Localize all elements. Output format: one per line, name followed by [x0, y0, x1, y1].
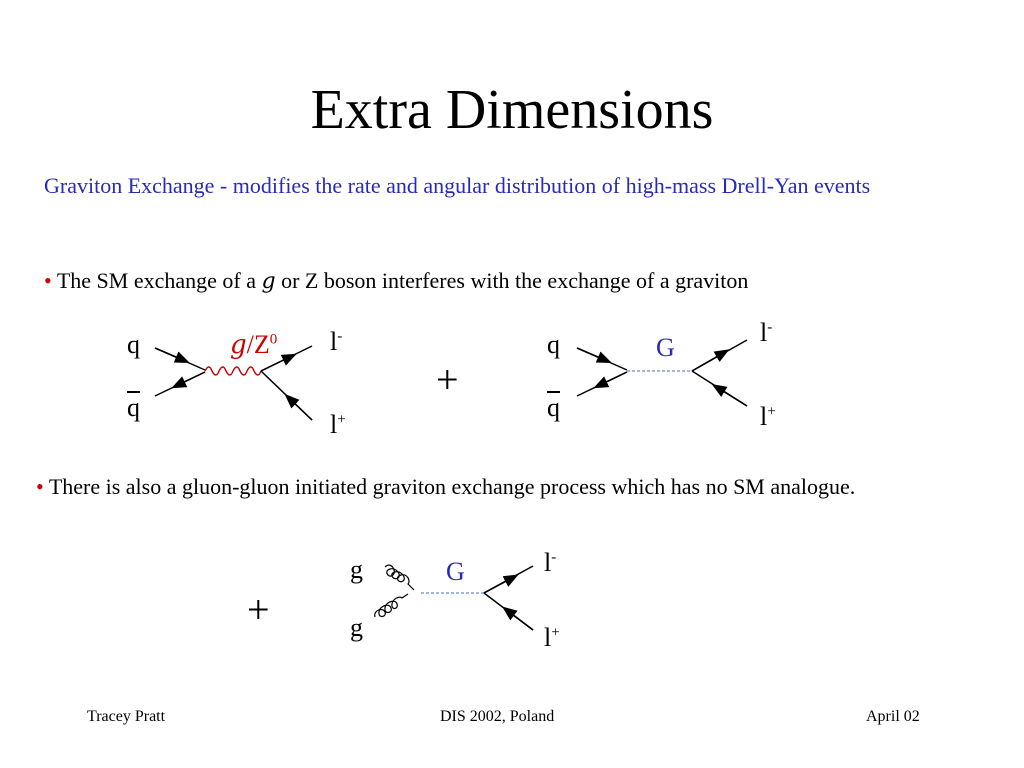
d3-label-lepton-minus — [544, 548, 556, 578]
d1-quark-arrow — [155, 348, 183, 360]
d1-photon-wavy-line — [205, 367, 261, 375]
d3-lepton-minus-base: l — [544, 548, 552, 577]
d2-quark-arrow — [577, 348, 605, 360]
d3-mediator-label: G — [446, 557, 465, 586]
d1-mediator-sup: 0 — [269, 331, 278, 348]
footer-author: Tracey Pratt — [87, 708, 166, 725]
bullet-text-b: or Z boson interferes with the exchange of a graviton — [275, 268, 749, 293]
d2-lepton-minus-arrow — [692, 353, 723, 371]
d3-label-g-bottom: g — [350, 613, 363, 642]
slide-title: Extra Dimensions — [310, 79, 714, 141]
d2-mediator-label: G — [656, 333, 675, 362]
d3-gluon-top-curly — [385, 565, 414, 590]
d2-lepton-minus-base: l — [760, 318, 768, 347]
d2-label-lepton-plus — [760, 402, 776, 432]
d2-antiquark-arrow — [600, 372, 627, 385]
d3-lepton-plus-sup: + — [551, 624, 560, 641]
d1-antiquark-arrow — [178, 372, 205, 385]
bullet-text: There is also a gluon-gluon initiated graviton exchange process which has no SM analogue. — [48, 474, 856, 499]
d1-lepton-plus-arrow — [290, 399, 312, 420]
d1-mediator-label — [230, 330, 277, 360]
footer-event: DIS 2002, Poland — [440, 708, 555, 725]
bullet-dot: • — [44, 268, 52, 293]
d1-lepton-minus-base: l — [330, 327, 338, 356]
d1-label-lepton-minus — [330, 327, 342, 357]
d1-lepton-plus-base: l — [330, 410, 338, 439]
slide-subtitle: Graviton Exchange - modifies the rate and angular distribution of high-mass Drell-Yan events — [44, 173, 871, 198]
d2-label-q: q — [547, 330, 560, 359]
d2-lepton-plus-base: l — [760, 402, 768, 431]
plus-sign-1: + — [436, 357, 459, 402]
d3-lepton-plus-arrow — [508, 611, 533, 630]
footer-date: April 02 — [866, 708, 920, 725]
d2-lepton-plus-arrow — [718, 388, 747, 406]
d3-lepton-minus-arrow — [484, 578, 512, 593]
d2-lepton-plus-sup: + — [767, 403, 776, 420]
bullet-text-a: The SM exchange of a — [56, 268, 262, 293]
d3-label-lepton-plus — [544, 623, 560, 653]
d1-label-qbar: $\overline{q}$ — [127, 393, 140, 422]
d3-gluon-bottom-curly — [375, 594, 408, 617]
bullet-gluon-exchange — [36, 470, 966, 504]
bullet-dot: • — [36, 474, 44, 499]
plus-sign-2: + — [247, 587, 270, 632]
d1-label-q: q — [127, 330, 140, 359]
d3-lepton-minus-sup: - — [551, 549, 557, 566]
d1-label-lepton-plus — [330, 410, 346, 440]
d1-lepton-plus-sup: + — [337, 411, 346, 428]
d1-lepton-minus-sup: - — [337, 328, 343, 345]
d3-lepton-plus-base: l — [544, 623, 552, 652]
d2-label-lepton-minus — [760, 318, 772, 348]
d2-label-qbar: $\overline{q}$ — [547, 393, 560, 422]
gamma-symbol: g — [261, 269, 276, 294]
d1-mediator-gamma: g — [230, 330, 247, 360]
d3-label-g-top: g — [350, 555, 363, 584]
d1-mediator-rest: /Z — [246, 330, 270, 359]
d2-lepton-minus-sup: - — [767, 319, 773, 336]
